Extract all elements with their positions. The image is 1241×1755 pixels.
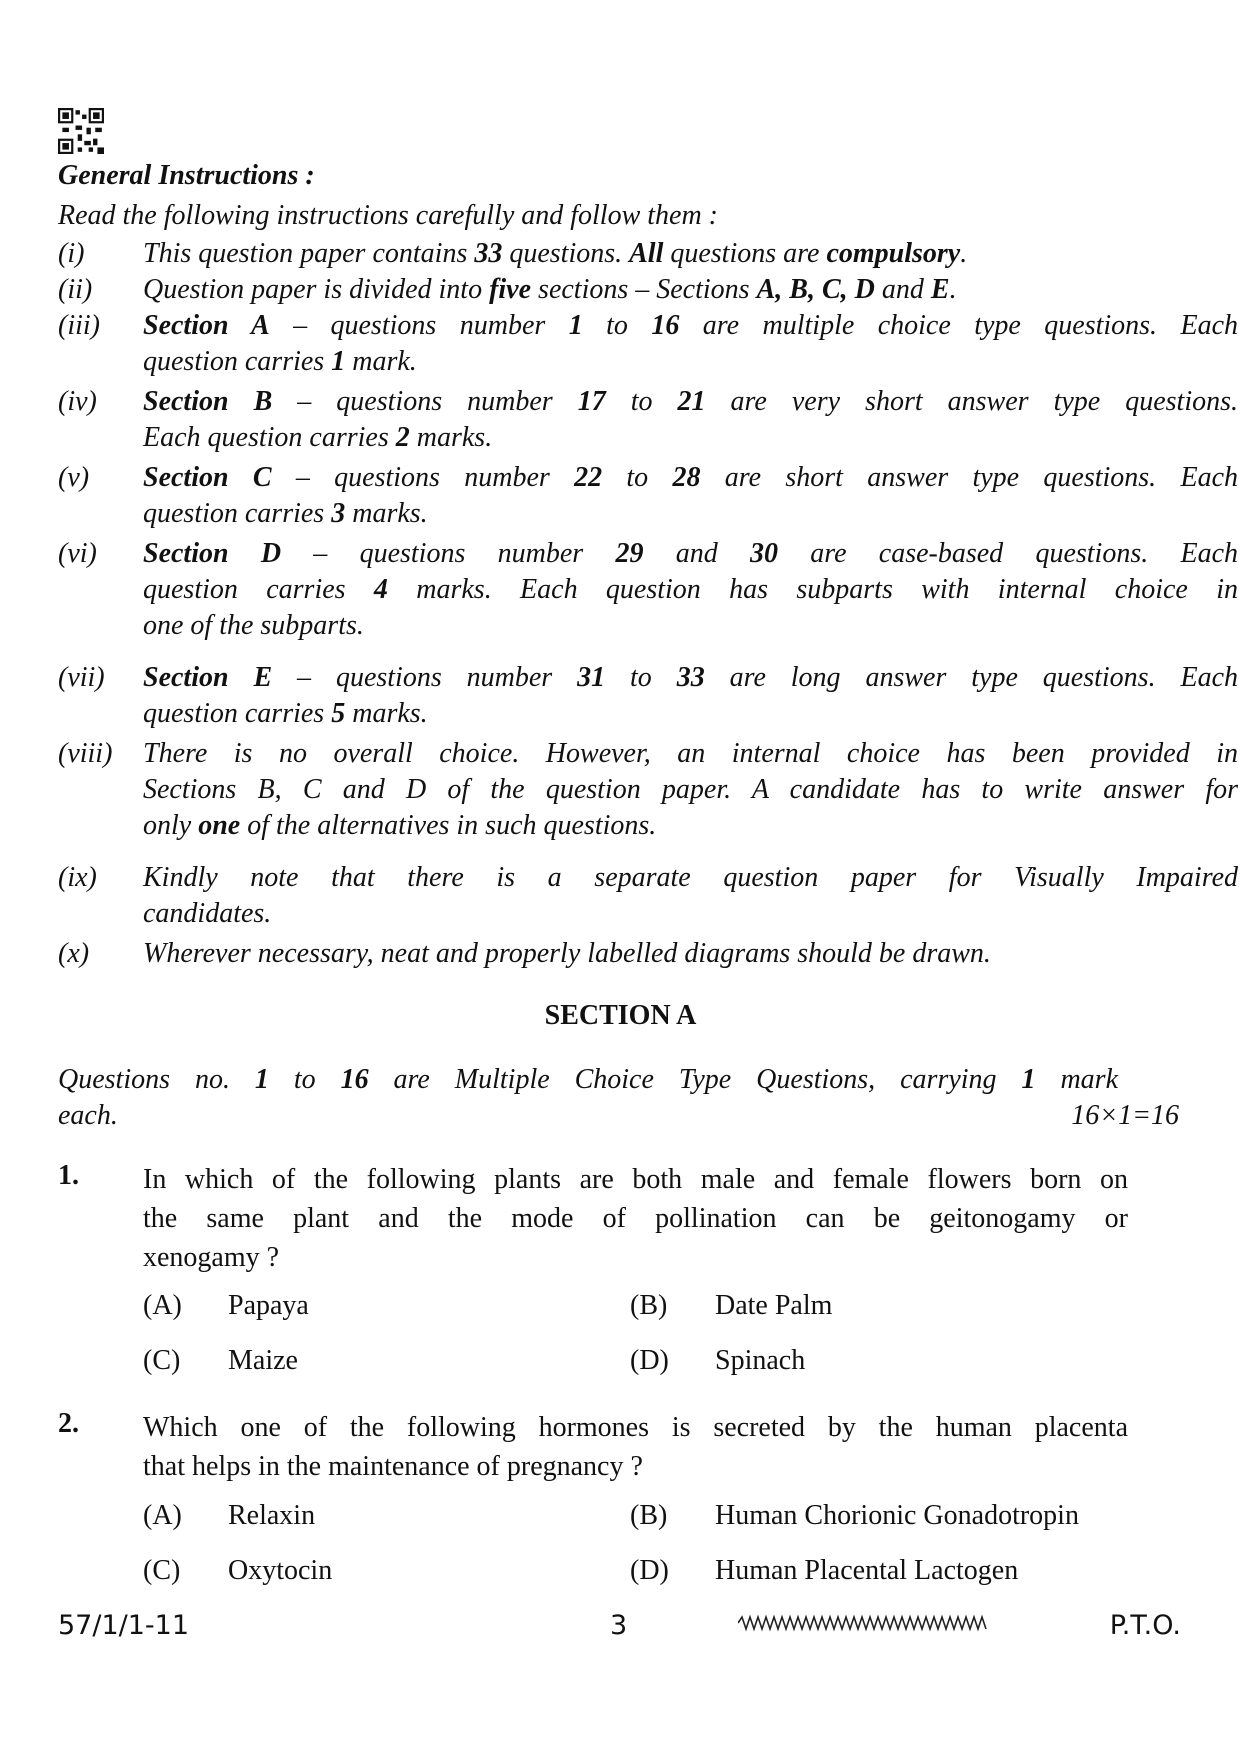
instruction-text: question carries 3 marks. [143,498,428,529]
option-label: (D) [630,1555,669,1586]
option-text: Maize [228,1345,298,1376]
option-label: (A) [143,1290,182,1321]
question-text: that helps in the maintenance of pregnancy ? [143,1451,643,1482]
instruction-text: Sections B, C and D of the question paper. A candidate has to write answer for [143,774,1238,805]
section-a-marks: 16×1=16 [1071,1100,1179,1131]
instruction-text: Kindly note that there is a separate question paper for Visually Impaired [143,862,1238,893]
instruction-text: question carries 4 marks. Each question has subparts with internal choice in [143,574,1238,605]
question-number: 2. [58,1408,79,1439]
option-text: Human Chorionic Gonadotropin [715,1500,1079,1531]
instruction-text: Question paper is divided into five sections – Sections A, B, C, D and E. [143,274,957,305]
option-text: Human Placental Lactogen [715,1555,1019,1586]
instruction-number: (i) [58,238,85,269]
option-text: Spinach [715,1345,806,1376]
instruction-number: (ix) [58,862,97,893]
instruction-text: There is no overall choice. However, an internal choice has been provided in [143,738,1238,769]
section-a-note: Questions no. 1 to 16 are Multiple Choice Type Questions, carrying 1 mark [58,1064,1118,1095]
instruction-text: question carries 1 mark. [143,346,417,377]
wave-decoration-icon [738,1612,988,1634]
option-text: Date Palm [715,1290,833,1321]
instruction-number: (viii) [58,738,113,769]
instruction-text: Wherever necessary, neat and properly labelled diagrams should be drawn. [143,938,991,969]
instruction-number: (vii) [58,662,105,693]
option-text: Relaxin [228,1500,316,1531]
instruction-text: one of the subparts. [143,610,364,641]
instruction-text: This question paper contains 33 questions. All questions are compulsory. [143,238,968,269]
option-label: (D) [630,1345,669,1376]
instruction-number: (iii) [58,310,100,341]
option-label: (B) [630,1290,668,1321]
instruction-number: (ii) [58,274,93,305]
instruction-number: (iv) [58,386,97,417]
question-text: Which one of the following hormones is secreted by the human placenta [143,1412,1128,1443]
option-label: (C) [143,1555,181,1586]
instruction-text: Section C – questions number 22 to 28 are short answer type questions. Each [143,462,1239,493]
question-number: 1. [58,1160,79,1191]
option-label: (B) [630,1500,668,1531]
instruction-text: Section A – questions number 1 to 16 are multiple choice type questions. Each [143,310,1239,341]
pto-label: P.T.O. [1109,1610,1181,1641]
section-a-note-cont: each. [58,1100,118,1131]
instruction-number: (v) [58,462,90,493]
instruction-number: (vi) [58,538,97,569]
instruction-text: only one of the alternatives in such questions. [143,810,657,841]
section-a-heading: SECTION A [544,1000,697,1031]
instruction-text: Section E – questions number 31 to 33 are long answer type questions. Each [143,662,1239,693]
option-label: (A) [143,1500,182,1531]
instructions-intro: Read the following instructions carefully and follow them : [58,200,719,231]
question-text: xenogamy ? [143,1242,280,1273]
paper-code: 57/1/1-11 [58,1610,190,1641]
question-text: the same plant and the mode of pollination can be geitonogamy or [143,1203,1128,1234]
option-text: Oxytocin [228,1555,333,1586]
option-label: (C) [143,1345,181,1376]
general-instructions-heading: General Instructions : [58,160,315,191]
page-number: 3 [610,1610,628,1641]
instruction-text: question carries 5 marks. [143,698,428,729]
instruction-text: Each question carries 2 marks. [143,422,493,453]
question-text: In which of the following plants are both male and female flowers born on [143,1164,1128,1195]
option-text: Papaya [228,1290,309,1321]
instruction-text: Section D – questions number 29 and 30 are case-based questions. Each [143,538,1239,569]
instruction-text: Section B – questions number 17 to 21 are very short answer type questions. [143,386,1239,417]
instruction-number: (x) [58,938,90,969]
instruction-text: candidates. [143,898,272,929]
qr-code [58,108,104,154]
